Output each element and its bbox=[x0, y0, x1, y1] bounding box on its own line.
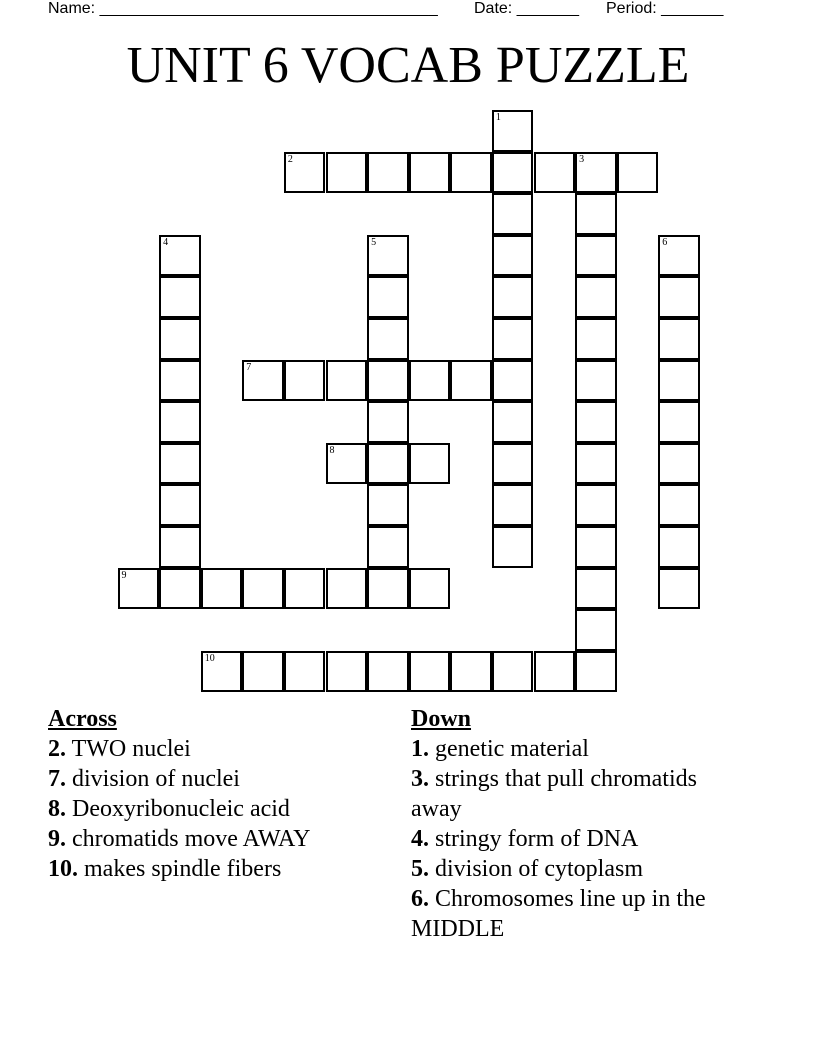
across-clues bbox=[48, 704, 398, 884]
grid-cell[interactable] bbox=[492, 484, 534, 526]
clue-number-label: 8 bbox=[329, 444, 335, 456]
clue-number: 8. bbox=[48, 796, 66, 822]
grid-cell[interactable] bbox=[658, 360, 700, 402]
grid-cell[interactable] bbox=[658, 318, 700, 360]
grid-cell[interactable] bbox=[658, 568, 700, 610]
grid-cell[interactable] bbox=[159, 235, 201, 277]
grid-cell[interactable] bbox=[492, 651, 534, 693]
grid-cell[interactable] bbox=[409, 360, 451, 402]
grid-cell[interactable] bbox=[575, 401, 617, 443]
grid-cell[interactable] bbox=[492, 276, 534, 318]
clue-text: Deoxyribonucleic acid bbox=[66, 796, 290, 822]
grid-cell[interactable] bbox=[367, 484, 409, 526]
grid-cell[interactable] bbox=[450, 152, 492, 194]
grid-cell[interactable] bbox=[159, 484, 201, 526]
clue-down-6 bbox=[411, 884, 741, 944]
clue-number: 3. bbox=[411, 766, 429, 792]
grid-cell[interactable] bbox=[492, 401, 534, 443]
grid-cell[interactable] bbox=[326, 568, 368, 610]
grid-cell[interactable] bbox=[575, 235, 617, 277]
grid-cell[interactable] bbox=[409, 568, 451, 610]
grid-cell[interactable] bbox=[159, 526, 201, 568]
grid-cell[interactable] bbox=[284, 360, 326, 402]
clue-text: division of nuclei bbox=[66, 766, 240, 792]
grid-cell[interactable] bbox=[575, 568, 617, 610]
clue-text: stringy form of DNA bbox=[429, 826, 639, 852]
clue-text: TWO nuclei bbox=[66, 736, 191, 762]
grid-cell[interactable] bbox=[658, 443, 700, 485]
grid-cell[interactable] bbox=[617, 152, 659, 194]
clue-number: 7. bbox=[48, 766, 66, 792]
clue-across-2 bbox=[48, 734, 398, 764]
clue-number-label: 2 bbox=[287, 153, 293, 165]
grid-cell[interactable] bbox=[575, 651, 617, 693]
grid-cell[interactable] bbox=[367, 401, 409, 443]
clue-text: makes spindle fibers bbox=[78, 856, 282, 882]
grid-cell[interactable] bbox=[201, 568, 243, 610]
grid-cell[interactable] bbox=[242, 568, 284, 610]
grid-cell[interactable] bbox=[159, 360, 201, 402]
grid-cell[interactable] bbox=[367, 360, 409, 402]
period-field[interactable]: Period: _______ bbox=[606, 0, 724, 17]
clue-down-3 bbox=[411, 764, 741, 824]
grid-cell[interactable] bbox=[326, 651, 368, 693]
grid-cell[interactable] bbox=[284, 568, 326, 610]
grid-cell[interactable] bbox=[242, 651, 284, 693]
grid-cell[interactable] bbox=[492, 526, 534, 568]
grid-cell[interactable] bbox=[492, 110, 534, 152]
grid-cell[interactable] bbox=[575, 152, 617, 194]
grid-cell[interactable] bbox=[367, 526, 409, 568]
grid-cell[interactable] bbox=[367, 235, 409, 277]
grid-cell[interactable] bbox=[575, 443, 617, 485]
grid-cell[interactable] bbox=[367, 276, 409, 318]
grid-cell[interactable] bbox=[575, 276, 617, 318]
grid-cell[interactable] bbox=[367, 152, 409, 194]
grid-cell[interactable] bbox=[492, 318, 534, 360]
name-field[interactable]: Name: ______________________________________ bbox=[48, 0, 438, 17]
grid-cell[interactable] bbox=[201, 651, 243, 693]
grid-cell[interactable] bbox=[492, 152, 534, 194]
grid-cell[interactable] bbox=[367, 318, 409, 360]
clue-down-4 bbox=[411, 824, 741, 854]
grid-cell[interactable] bbox=[159, 276, 201, 318]
clue-number-label: 6 bbox=[662, 236, 668, 248]
grid-cell[interactable] bbox=[575, 193, 617, 235]
clue-across-7 bbox=[48, 764, 398, 794]
grid-cell[interactable] bbox=[492, 443, 534, 485]
grid-cell[interactable] bbox=[575, 318, 617, 360]
grid-cell[interactable] bbox=[575, 526, 617, 568]
grid-cell[interactable] bbox=[534, 651, 576, 693]
grid-cell[interactable] bbox=[409, 443, 451, 485]
grid-cell[interactable] bbox=[367, 651, 409, 693]
grid-cell[interactable] bbox=[658, 526, 700, 568]
grid-cell[interactable] bbox=[242, 360, 284, 402]
clue-number-label: 9 bbox=[121, 569, 127, 581]
clue-number-label: 1 bbox=[495, 112, 501, 123]
clue-number: 6. bbox=[411, 886, 429, 912]
grid-cell[interactable] bbox=[575, 484, 617, 526]
clue-down-5 bbox=[411, 854, 741, 884]
grid-cell[interactable] bbox=[450, 360, 492, 402]
clue-number-label: 5 bbox=[371, 236, 377, 248]
grid-cell[interactable] bbox=[575, 360, 617, 402]
across-heading: Across bbox=[48, 706, 117, 732]
grid-cell[interactable] bbox=[326, 152, 368, 194]
clue-number-label: 3 bbox=[579, 153, 585, 165]
grid-cell[interactable] bbox=[450, 651, 492, 693]
grid-cell[interactable] bbox=[284, 651, 326, 693]
grid-cell[interactable] bbox=[409, 152, 451, 194]
grid-cell[interactable] bbox=[658, 401, 700, 443]
clue-text: genetic material bbox=[429, 736, 589, 762]
down-heading: Down bbox=[411, 706, 472, 732]
clue-number: 9. bbox=[48, 826, 66, 852]
clue-number: 1. bbox=[411, 736, 429, 762]
clue-number-label: 7 bbox=[246, 361, 252, 373]
grid-cell[interactable] bbox=[159, 568, 201, 610]
grid-cell[interactable] bbox=[159, 401, 201, 443]
grid-cell[interactable] bbox=[284, 152, 326, 194]
grid-cell[interactable] bbox=[658, 276, 700, 318]
grid-cell[interactable] bbox=[492, 193, 534, 235]
clue-text: strings that pull chromatids away bbox=[411, 766, 697, 822]
clue-down-1 bbox=[411, 734, 741, 764]
grid-cell[interactable] bbox=[367, 443, 409, 485]
clue-number: 4. bbox=[411, 826, 429, 852]
clue-across-10 bbox=[48, 854, 398, 884]
grid-cell[interactable] bbox=[118, 568, 160, 610]
grid-cell[interactable] bbox=[492, 235, 534, 277]
clue-number: 2. bbox=[48, 736, 66, 762]
down-clues bbox=[411, 704, 741, 944]
grid-cell[interactable] bbox=[159, 443, 201, 485]
grid-cell[interactable] bbox=[367, 568, 409, 610]
grid-cell[interactable] bbox=[658, 235, 700, 277]
clue-text: Chromosomes line up in the MIDDLE bbox=[411, 886, 706, 942]
grid-cell[interactable] bbox=[492, 360, 534, 402]
grid-cell[interactable] bbox=[534, 152, 576, 194]
grid-cell[interactable] bbox=[658, 484, 700, 526]
grid-cell[interactable] bbox=[409, 651, 451, 693]
date-field[interactable]: Date: _______ bbox=[474, 0, 579, 17]
clue-across-8 bbox=[48, 794, 398, 824]
clue-number-label: 4 bbox=[163, 236, 169, 248]
clue-number-label: 10 bbox=[204, 652, 215, 664]
grid-cell[interactable] bbox=[159, 318, 201, 360]
clue-text: chromatids move AWAY bbox=[66, 826, 311, 852]
clue-number: 10. bbox=[48, 856, 78, 882]
page-title: UNIT 6 VOCAB PUZZLE bbox=[126, 37, 690, 94]
grid-cell[interactable] bbox=[575, 609, 617, 651]
clue-text: division of cytoplasm bbox=[429, 856, 643, 882]
clue-across-9 bbox=[48, 824, 398, 854]
grid-cell[interactable] bbox=[326, 360, 368, 402]
grid-cell[interactable] bbox=[326, 443, 368, 485]
clue-number: 5. bbox=[411, 856, 429, 882]
